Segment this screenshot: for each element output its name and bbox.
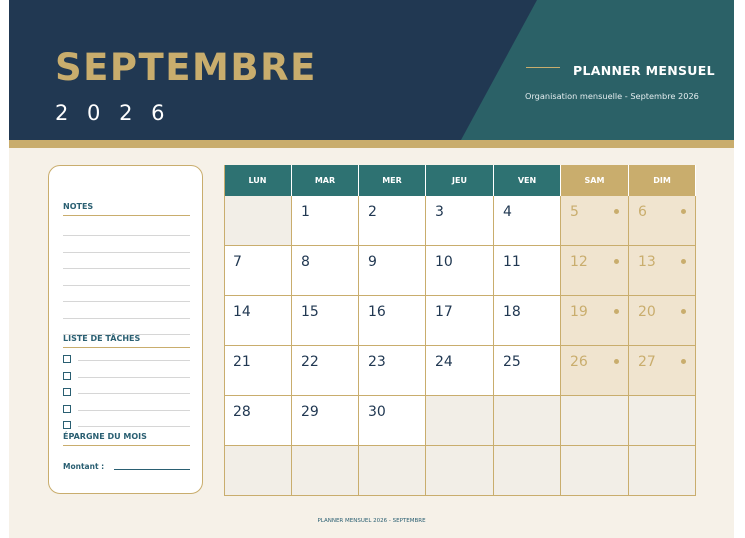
day-cell[interactable] bbox=[561, 446, 629, 496]
weekday-header: MAR bbox=[292, 165, 359, 196]
day-number: 20 bbox=[638, 304, 656, 320]
notes-line[interactable] bbox=[63, 285, 190, 286]
day-cell[interactable] bbox=[561, 346, 629, 396]
weekday-header: LUN bbox=[224, 165, 292, 196]
amount-input[interactable] bbox=[114, 469, 190, 470]
day-number: 19 bbox=[570, 304, 588, 320]
day-cell[interactable] bbox=[224, 296, 292, 346]
weekday-header: MER bbox=[359, 165, 426, 196]
day-number: 13 bbox=[638, 254, 656, 270]
weekday-header: DIM bbox=[629, 165, 696, 196]
day-number: 11 bbox=[503, 254, 521, 270]
day-cell[interactable] bbox=[292, 346, 359, 396]
tasks-title: LISTE DE TÂCHES bbox=[63, 334, 141, 343]
day-cell[interactable] bbox=[359, 446, 426, 496]
day-cell[interactable] bbox=[359, 346, 426, 396]
task-line[interactable] bbox=[78, 377, 190, 378]
day-cell[interactable] bbox=[359, 246, 426, 296]
day-cell[interactable] bbox=[224, 196, 292, 246]
day-cell[interactable] bbox=[426, 446, 494, 496]
day-number: 29 bbox=[301, 404, 319, 420]
day-number: 16 bbox=[368, 304, 386, 320]
day-number: 27 bbox=[638, 354, 656, 370]
day-number: 26 bbox=[570, 354, 588, 370]
day-number: 15 bbox=[301, 304, 319, 320]
day-number: 25 bbox=[503, 354, 521, 370]
notes-line[interactable] bbox=[63, 235, 190, 236]
year-label: 2 0 2 6 bbox=[55, 101, 171, 125]
day-cell[interactable] bbox=[359, 396, 426, 446]
task-checkbox[interactable] bbox=[63, 421, 71, 429]
day-cell[interactable] bbox=[359, 196, 426, 246]
task-checkbox[interactable] bbox=[63, 355, 71, 363]
task-checkbox[interactable] bbox=[63, 405, 71, 413]
weekend-dot-icon bbox=[614, 209, 619, 214]
day-number: 1 bbox=[301, 204, 310, 220]
task-line[interactable] bbox=[78, 426, 190, 427]
task-line[interactable] bbox=[78, 360, 190, 361]
savings-title: ÉPARGNE DU MOIS bbox=[63, 432, 147, 441]
day-cell[interactable] bbox=[224, 396, 292, 446]
month-title: SEPTEMBRE bbox=[55, 46, 317, 89]
weekend-dot-icon bbox=[614, 309, 619, 314]
notes-line[interactable] bbox=[63, 318, 190, 319]
day-number: 18 bbox=[503, 304, 521, 320]
day-cell[interactable] bbox=[494, 346, 561, 396]
day-cell[interactable] bbox=[292, 246, 359, 296]
weekend-dot-icon bbox=[681, 309, 686, 314]
day-cell[interactable] bbox=[629, 196, 696, 246]
calendar-grid bbox=[224, 165, 696, 495]
day-cell[interactable] bbox=[426, 296, 494, 346]
day-cell[interactable] bbox=[629, 396, 696, 446]
day-cell[interactable] bbox=[494, 196, 561, 246]
day-cell[interactable] bbox=[426, 246, 494, 296]
planner-page bbox=[9, 0, 734, 538]
weekday-header: JEU bbox=[426, 165, 494, 196]
day-number: 12 bbox=[570, 254, 588, 270]
day-number: 2 bbox=[368, 204, 377, 220]
day-cell[interactable] bbox=[561, 196, 629, 246]
day-cell[interactable] bbox=[292, 196, 359, 246]
day-cell[interactable] bbox=[561, 246, 629, 296]
day-number: 5 bbox=[570, 204, 579, 220]
day-cell[interactable] bbox=[224, 246, 292, 296]
day-cell[interactable] bbox=[426, 196, 494, 246]
notes-line[interactable] bbox=[63, 301, 190, 302]
task-line[interactable] bbox=[78, 410, 190, 411]
task-line[interactable] bbox=[78, 393, 190, 394]
day-number: 3 bbox=[435, 204, 444, 220]
task-checkbox[interactable] bbox=[63, 388, 71, 396]
day-number: 21 bbox=[233, 354, 251, 370]
planner-subtitle: Organisation mensuelle - Septembre 2026 bbox=[525, 91, 699, 101]
notes-title: NOTES bbox=[63, 202, 94, 211]
day-number: 23 bbox=[368, 354, 386, 370]
day-cell[interactable] bbox=[629, 446, 696, 496]
footer-text: PLANNER MENSUEL 2026 - SEPTEMBRE bbox=[317, 518, 426, 524]
day-number: 28 bbox=[233, 404, 251, 420]
day-cell[interactable] bbox=[494, 296, 561, 346]
day-cell[interactable] bbox=[292, 396, 359, 446]
day-cell[interactable] bbox=[561, 296, 629, 346]
notes-line[interactable] bbox=[63, 268, 190, 269]
weekend-dot-icon bbox=[614, 359, 619, 364]
day-number: 24 bbox=[435, 354, 453, 370]
tasks-title-rule bbox=[63, 347, 190, 348]
day-cell[interactable] bbox=[629, 346, 696, 396]
day-number: 14 bbox=[233, 304, 251, 320]
day-number: 4 bbox=[503, 204, 512, 220]
planner-title: PLANNER MENSUEL bbox=[573, 63, 715, 78]
day-cell[interactable] bbox=[359, 296, 426, 346]
day-number: 22 bbox=[301, 354, 319, 370]
day-cell[interactable] bbox=[224, 346, 292, 396]
day-number: 6 bbox=[638, 204, 647, 220]
weekday-header: VEN bbox=[494, 165, 561, 196]
header-banner bbox=[9, 0, 734, 140]
day-cell[interactable] bbox=[494, 446, 561, 496]
header-gold-band bbox=[9, 140, 734, 148]
planner-title-rule bbox=[526, 67, 560, 68]
day-cell[interactable] bbox=[629, 246, 696, 296]
day-cell[interactable] bbox=[426, 346, 494, 396]
day-number: 10 bbox=[435, 254, 453, 270]
day-number: 17 bbox=[435, 304, 453, 320]
savings-title-rule bbox=[63, 445, 190, 446]
day-cell[interactable] bbox=[561, 396, 629, 446]
day-cell[interactable] bbox=[494, 246, 561, 296]
day-number: 8 bbox=[301, 254, 310, 270]
day-cell[interactable] bbox=[292, 446, 359, 496]
day-cell[interactable] bbox=[292, 296, 359, 346]
weekend-dot-icon bbox=[681, 209, 686, 214]
weekend-dot-icon bbox=[681, 359, 686, 364]
day-number: 9 bbox=[368, 254, 377, 270]
amount-label: Montant : bbox=[63, 462, 105, 471]
day-cell[interactable] bbox=[426, 396, 494, 446]
notes-line[interactable] bbox=[63, 252, 190, 253]
weekday-header: SAM bbox=[561, 165, 629, 196]
weekend-dot-icon bbox=[681, 259, 686, 264]
task-checkbox[interactable] bbox=[63, 372, 71, 380]
day-cell[interactable] bbox=[494, 396, 561, 446]
day-number: 7 bbox=[233, 254, 242, 270]
side-panel bbox=[48, 165, 203, 494]
day-number: 30 bbox=[368, 404, 386, 420]
weekend-dot-icon bbox=[614, 259, 619, 264]
day-cell[interactable] bbox=[224, 446, 292, 496]
notes-title-rule bbox=[63, 215, 190, 216]
day-cell[interactable] bbox=[629, 296, 696, 346]
